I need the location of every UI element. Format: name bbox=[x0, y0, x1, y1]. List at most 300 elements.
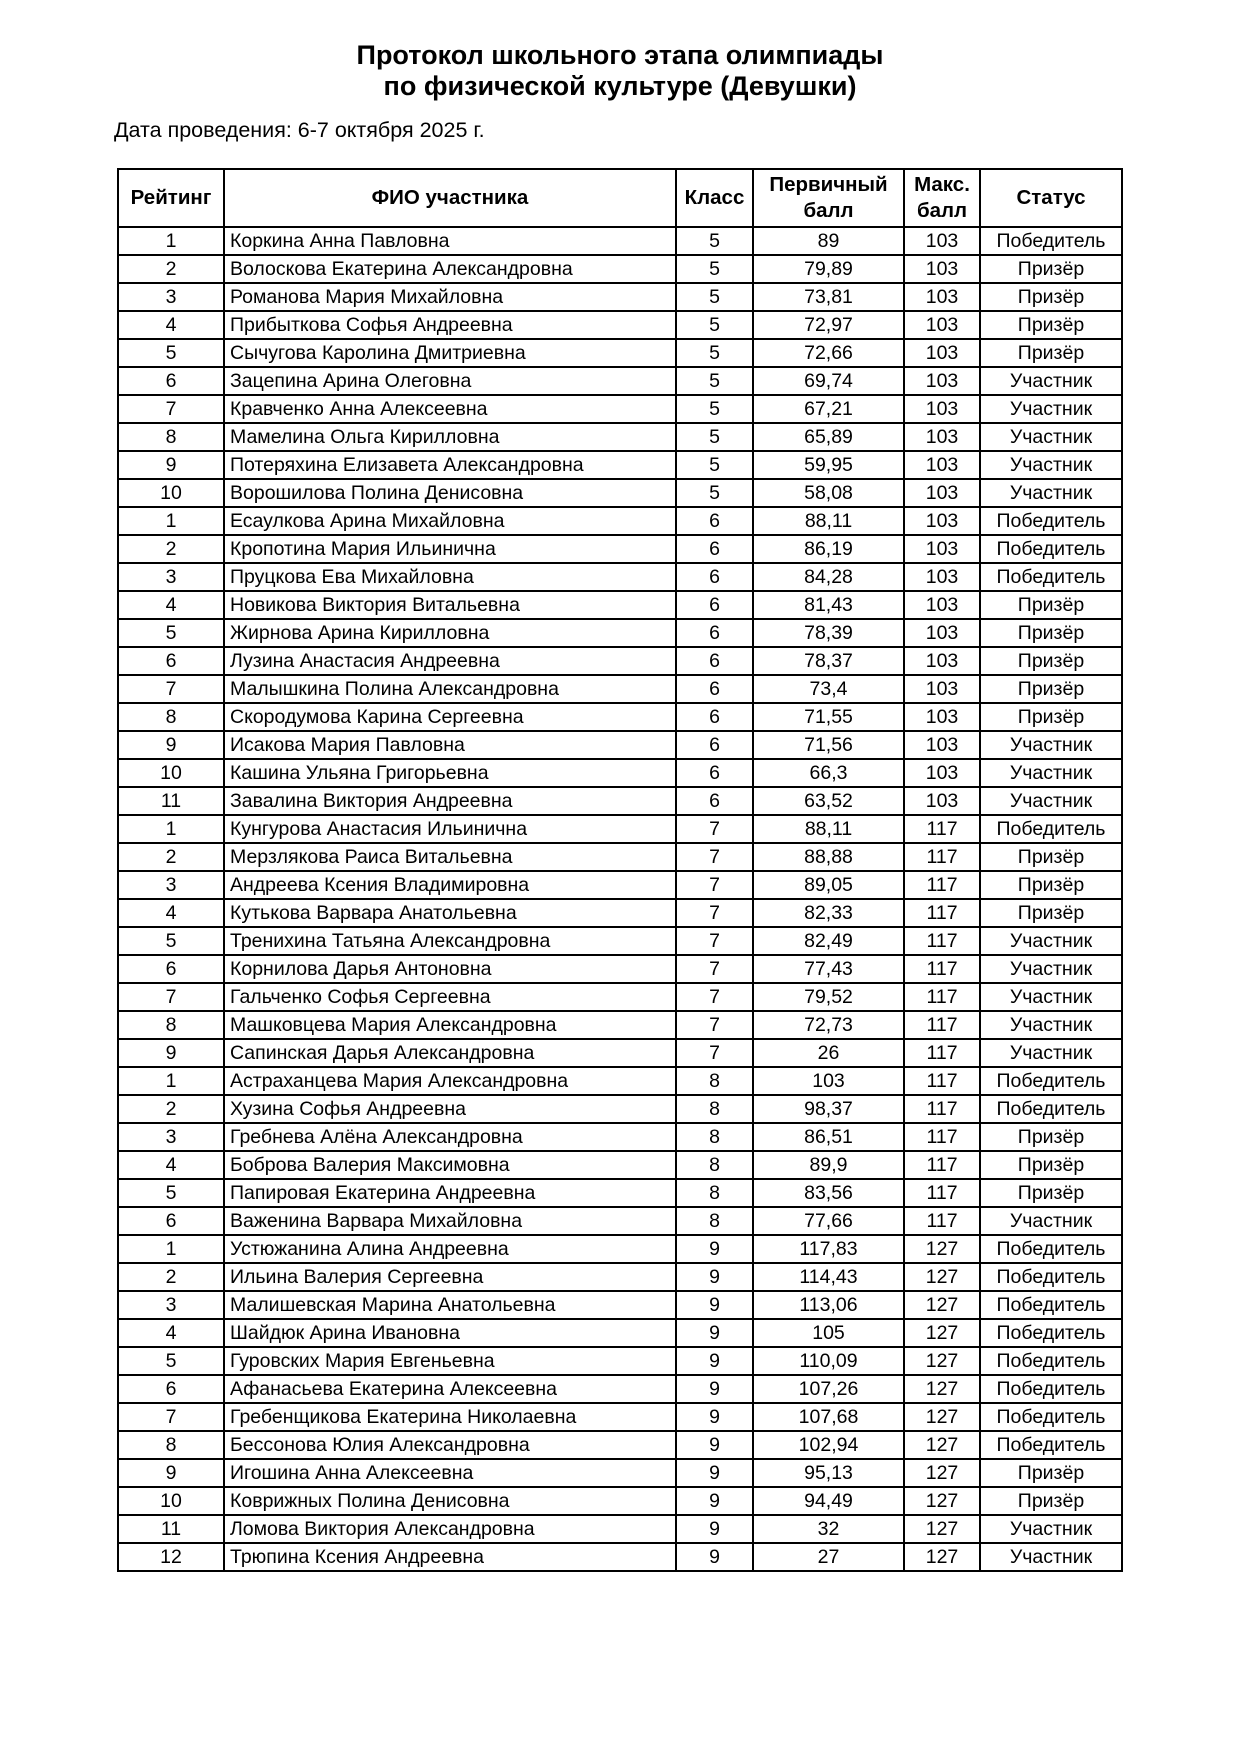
score-cell: 95,13 bbox=[753, 1459, 904, 1487]
status-cell: Победитель bbox=[980, 815, 1122, 843]
score-cell: 103 bbox=[753, 1067, 904, 1095]
grade-cell: 8 bbox=[676, 1179, 753, 1207]
grade-cell: 6 bbox=[676, 675, 753, 703]
rating-cell: 3 bbox=[118, 563, 224, 591]
grade-cell: 8 bbox=[676, 1207, 753, 1235]
score-cell: 89 bbox=[753, 227, 904, 255]
grade-cell: 7 bbox=[676, 1011, 753, 1039]
score-cell: 77,43 bbox=[753, 955, 904, 983]
status-cell: Призёр bbox=[980, 283, 1122, 311]
status-cell: Победитель bbox=[980, 1067, 1122, 1095]
max-score-cell: 127 bbox=[904, 1459, 980, 1487]
grade-cell: 7 bbox=[676, 955, 753, 983]
score-cell: 83,56 bbox=[753, 1179, 904, 1207]
score-cell: 79,52 bbox=[753, 983, 904, 1011]
rating-cell: 2 bbox=[118, 255, 224, 283]
rating-cell: 11 bbox=[118, 787, 224, 815]
max-score-cell: 117 bbox=[904, 1123, 980, 1151]
name-cell: Лузина Анастасия Андреевна bbox=[224, 647, 676, 675]
rating-cell: 2 bbox=[118, 1095, 224, 1123]
score-cell: 88,11 bbox=[753, 507, 904, 535]
name-cell: Гребнева Алёна Александровна bbox=[224, 1123, 676, 1151]
grade-cell: 9 bbox=[676, 1515, 753, 1543]
table-row bbox=[118, 871, 1122, 899]
name-cell: Афанасьева Екатерина Алексеевна bbox=[224, 1375, 676, 1403]
max-score-cell: 117 bbox=[904, 1179, 980, 1207]
score-cell: 81,43 bbox=[753, 591, 904, 619]
score-cell: 113,06 bbox=[753, 1291, 904, 1319]
name-cell: Коркина Анна Павловна bbox=[224, 227, 676, 255]
rating-cell: 5 bbox=[118, 1347, 224, 1375]
max-score-cell: 127 bbox=[904, 1235, 980, 1263]
score-cell: 72,73 bbox=[753, 1011, 904, 1039]
rating-cell: 8 bbox=[118, 703, 224, 731]
score-cell: 71,55 bbox=[753, 703, 904, 731]
max-score-cell: 117 bbox=[904, 1039, 980, 1067]
name-cell: Новикова Виктория Витальевна bbox=[224, 591, 676, 619]
rating-cell: 2 bbox=[118, 1263, 224, 1291]
max-score-cell: 103 bbox=[904, 479, 980, 507]
score-cell: 71,56 bbox=[753, 731, 904, 759]
table-row bbox=[118, 563, 1122, 591]
max-score-cell: 103 bbox=[904, 647, 980, 675]
grade-cell: 9 bbox=[676, 1263, 753, 1291]
grade-cell: 9 bbox=[676, 1347, 753, 1375]
table-row bbox=[118, 1039, 1122, 1067]
table-row bbox=[118, 479, 1122, 507]
rating-cell: 5 bbox=[118, 339, 224, 367]
table-row bbox=[118, 1067, 1122, 1095]
rating-cell: 6 bbox=[118, 1375, 224, 1403]
grade-cell: 7 bbox=[676, 843, 753, 871]
grade-cell: 6 bbox=[676, 563, 753, 591]
rating-cell: 6 bbox=[118, 647, 224, 675]
max-score-cell: 103 bbox=[904, 619, 980, 647]
name-cell: Зацепина Арина Олеговна bbox=[224, 367, 676, 395]
name-cell: Гуровских Мария Евгеньевна bbox=[224, 1347, 676, 1375]
table-row bbox=[118, 759, 1122, 787]
name-cell: Пруцкова Ева Михайловна bbox=[224, 563, 676, 591]
grade-cell: 7 bbox=[676, 927, 753, 955]
status-cell: Победитель bbox=[980, 227, 1122, 255]
max-score-cell: 103 bbox=[904, 703, 980, 731]
table-row bbox=[118, 227, 1122, 255]
rating-cell: 6 bbox=[118, 955, 224, 983]
status-cell: Победитель bbox=[980, 1095, 1122, 1123]
score-cell: 102,94 bbox=[753, 1431, 904, 1459]
grade-cell: 6 bbox=[676, 535, 753, 563]
table-row bbox=[118, 983, 1122, 1011]
max-score-cell: 117 bbox=[904, 983, 980, 1011]
table-row bbox=[118, 927, 1122, 955]
max-score-cell: 103 bbox=[904, 675, 980, 703]
max-score-cell: 127 bbox=[904, 1403, 980, 1431]
table-row bbox=[118, 647, 1122, 675]
max-score-cell: 127 bbox=[904, 1515, 980, 1543]
rating-cell: 7 bbox=[118, 1403, 224, 1431]
grade-cell: 5 bbox=[676, 479, 753, 507]
status-cell: Победитель bbox=[980, 1347, 1122, 1375]
header-cell-status: Статус bbox=[980, 169, 1122, 227]
status-cell: Призёр bbox=[980, 899, 1122, 927]
status-cell: Участник bbox=[980, 1039, 1122, 1067]
rating-cell: 1 bbox=[118, 1067, 224, 1095]
table-row bbox=[118, 339, 1122, 367]
rating-cell: 10 bbox=[118, 759, 224, 787]
grade-cell: 5 bbox=[676, 255, 753, 283]
status-cell: Призёр bbox=[980, 255, 1122, 283]
score-cell: 72,97 bbox=[753, 311, 904, 339]
table-row bbox=[118, 535, 1122, 563]
status-cell: Призёр bbox=[980, 1123, 1122, 1151]
rating-cell: 4 bbox=[118, 311, 224, 339]
max-score-cell: 117 bbox=[904, 1151, 980, 1179]
score-cell: 89,9 bbox=[753, 1151, 904, 1179]
header-cell-grade: Класс bbox=[676, 169, 753, 227]
name-cell: Гребенщикова Екатерина Николаевна bbox=[224, 1403, 676, 1431]
rating-cell: 4 bbox=[118, 899, 224, 927]
name-cell: Сапинская Дарья Александровна bbox=[224, 1039, 676, 1067]
name-cell: Корнилова Дарья Антоновна bbox=[224, 955, 676, 983]
status-cell: Участник bbox=[980, 479, 1122, 507]
header-cell-max-score: Макс. балл bbox=[904, 169, 980, 227]
name-cell: Ломова Виктория Александровна bbox=[224, 1515, 676, 1543]
max-score-cell: 117 bbox=[904, 955, 980, 983]
score-cell: 78,39 bbox=[753, 619, 904, 647]
rating-cell: 1 bbox=[118, 1235, 224, 1263]
name-cell: Кутькова Варвара Анатольевна bbox=[224, 899, 676, 927]
table-row bbox=[118, 1123, 1122, 1151]
rating-cell: 4 bbox=[118, 1319, 224, 1347]
max-score-cell: 127 bbox=[904, 1487, 980, 1515]
grade-cell: 8 bbox=[676, 1123, 753, 1151]
name-cell: Волоскова Екатерина Александровна bbox=[224, 255, 676, 283]
max-score-cell: 117 bbox=[904, 1207, 980, 1235]
max-score-cell: 117 bbox=[904, 815, 980, 843]
table-row bbox=[118, 675, 1122, 703]
max-score-cell: 117 bbox=[904, 1011, 980, 1039]
grade-cell: 9 bbox=[676, 1459, 753, 1487]
rating-cell: 3 bbox=[118, 1291, 224, 1319]
score-cell: 69,74 bbox=[753, 367, 904, 395]
table-row bbox=[118, 1319, 1122, 1347]
table-row bbox=[118, 591, 1122, 619]
status-cell: Участник bbox=[980, 927, 1122, 955]
name-cell: Исакова Мария Павловна bbox=[224, 731, 676, 759]
status-cell: Участник bbox=[980, 1207, 1122, 1235]
score-cell: 79,89 bbox=[753, 255, 904, 283]
title-line-1: Протокол школьного этапа олимпиады bbox=[356, 40, 884, 70]
rating-cell: 12 bbox=[118, 1543, 224, 1571]
grade-cell: 6 bbox=[676, 759, 753, 787]
rating-cell: 11 bbox=[118, 1515, 224, 1543]
status-cell: Призёр bbox=[980, 1151, 1122, 1179]
max-score-cell: 117 bbox=[904, 899, 980, 927]
score-cell: 72,66 bbox=[753, 339, 904, 367]
table-row bbox=[118, 395, 1122, 423]
max-score-cell: 117 bbox=[904, 871, 980, 899]
name-cell: Ильина Валерия Сергеевна bbox=[224, 1263, 676, 1291]
grade-cell: 5 bbox=[676, 339, 753, 367]
grade-cell: 9 bbox=[676, 1291, 753, 1319]
header-cell-score: Первичный балл bbox=[753, 169, 904, 227]
max-score-cell: 103 bbox=[904, 787, 980, 815]
rating-cell: 7 bbox=[118, 395, 224, 423]
score-cell: 78,37 bbox=[753, 647, 904, 675]
grade-cell: 5 bbox=[676, 395, 753, 423]
max-score-cell: 127 bbox=[904, 1431, 980, 1459]
name-cell: Игошина Анна Алексеевна bbox=[224, 1459, 676, 1487]
grade-cell: 7 bbox=[676, 983, 753, 1011]
grade-cell: 5 bbox=[676, 423, 753, 451]
table-row bbox=[118, 1375, 1122, 1403]
grade-cell: 9 bbox=[676, 1375, 753, 1403]
score-cell: 27 bbox=[753, 1543, 904, 1571]
name-cell: Мамелина Ольга Кирилловна bbox=[224, 423, 676, 451]
max-score-cell: 127 bbox=[904, 1375, 980, 1403]
status-cell: Призёр bbox=[980, 1179, 1122, 1207]
rating-cell: 9 bbox=[118, 1039, 224, 1067]
score-cell: 105 bbox=[753, 1319, 904, 1347]
max-score-cell: 117 bbox=[904, 1067, 980, 1095]
status-cell: Участник bbox=[980, 395, 1122, 423]
table-row bbox=[118, 451, 1122, 479]
status-cell: Призёр bbox=[980, 675, 1122, 703]
max-score-cell: 103 bbox=[904, 311, 980, 339]
score-cell: 73,81 bbox=[753, 283, 904, 311]
grade-cell: 8 bbox=[676, 1151, 753, 1179]
status-cell: Победитель bbox=[980, 1263, 1122, 1291]
name-cell: Трюпина Ксения Андреевна bbox=[224, 1543, 676, 1571]
grade-cell: 5 bbox=[676, 227, 753, 255]
status-cell: Участник bbox=[980, 759, 1122, 787]
grade-cell: 5 bbox=[676, 283, 753, 311]
score-cell: 98,37 bbox=[753, 1095, 904, 1123]
score-cell: 82,33 bbox=[753, 899, 904, 927]
max-score-cell: 103 bbox=[904, 563, 980, 591]
status-cell: Участник bbox=[980, 451, 1122, 479]
grade-cell: 6 bbox=[676, 507, 753, 535]
score-cell: 110,09 bbox=[753, 1347, 904, 1375]
table-row bbox=[118, 703, 1122, 731]
max-score-cell: 103 bbox=[904, 759, 980, 787]
name-cell: Боброва Валерия Максимовна bbox=[224, 1151, 676, 1179]
grade-cell: 6 bbox=[676, 703, 753, 731]
name-cell: Потеряхина Елизавета Александровна bbox=[224, 451, 676, 479]
name-cell: Коврижных Полина Денисовна bbox=[224, 1487, 676, 1515]
status-cell: Призёр bbox=[980, 647, 1122, 675]
grade-cell: 7 bbox=[676, 871, 753, 899]
rating-cell: 8 bbox=[118, 423, 224, 451]
max-score-cell: 103 bbox=[904, 395, 980, 423]
table-row bbox=[118, 1263, 1122, 1291]
table-row bbox=[118, 255, 1122, 283]
name-cell: Тренихина Татьяна Александровна bbox=[224, 927, 676, 955]
table-row bbox=[118, 1487, 1122, 1515]
score-cell: 117,83 bbox=[753, 1235, 904, 1263]
table-row bbox=[118, 1403, 1122, 1431]
status-cell: Призёр bbox=[980, 703, 1122, 731]
table-row bbox=[118, 1235, 1122, 1263]
status-cell: Призёр bbox=[980, 591, 1122, 619]
name-cell: Кашина Ульяна Григорьевна bbox=[224, 759, 676, 787]
score-cell: 67,21 bbox=[753, 395, 904, 423]
status-cell: Участник bbox=[980, 1515, 1122, 1543]
status-cell: Победитель bbox=[980, 1375, 1122, 1403]
table-row bbox=[118, 367, 1122, 395]
table-row bbox=[118, 507, 1122, 535]
table-row bbox=[118, 731, 1122, 759]
grade-cell: 8 bbox=[676, 1095, 753, 1123]
max-score-cell: 127 bbox=[904, 1291, 980, 1319]
table-row bbox=[118, 1459, 1122, 1487]
score-cell: 59,95 bbox=[753, 451, 904, 479]
table-row bbox=[118, 787, 1122, 815]
grade-cell: 6 bbox=[676, 591, 753, 619]
status-cell: Участник bbox=[980, 423, 1122, 451]
page-title bbox=[0, 40, 1240, 102]
grade-cell: 7 bbox=[676, 899, 753, 927]
table-row bbox=[118, 1179, 1122, 1207]
table-row bbox=[118, 1151, 1122, 1179]
rating-cell: 5 bbox=[118, 619, 224, 647]
grade-cell: 9 bbox=[676, 1403, 753, 1431]
status-cell: Победитель bbox=[980, 1291, 1122, 1319]
name-cell: Ворошилова Полина Денисовна bbox=[224, 479, 676, 507]
grade-cell: 9 bbox=[676, 1487, 753, 1515]
table-row bbox=[118, 619, 1122, 647]
max-score-cell: 103 bbox=[904, 535, 980, 563]
rating-cell: 1 bbox=[118, 815, 224, 843]
rating-cell: 1 bbox=[118, 507, 224, 535]
grade-cell: 9 bbox=[676, 1319, 753, 1347]
grade-cell: 6 bbox=[676, 787, 753, 815]
score-cell: 63,52 bbox=[753, 787, 904, 815]
rating-cell: 2 bbox=[118, 843, 224, 871]
score-cell: 65,89 bbox=[753, 423, 904, 451]
table-row bbox=[118, 1011, 1122, 1039]
name-cell: Хузина Софья Андреевна bbox=[224, 1095, 676, 1123]
name-cell: Кунгурова Анастасия Ильинична bbox=[224, 815, 676, 843]
score-cell: 94,49 bbox=[753, 1487, 904, 1515]
score-cell: 77,66 bbox=[753, 1207, 904, 1235]
rating-cell: 2 bbox=[118, 535, 224, 563]
table-row bbox=[118, 1515, 1122, 1543]
score-cell: 114,43 bbox=[753, 1263, 904, 1291]
rating-cell: 10 bbox=[118, 479, 224, 507]
status-cell: Участник bbox=[980, 983, 1122, 1011]
table-row bbox=[118, 1095, 1122, 1123]
max-score-cell: 127 bbox=[904, 1543, 980, 1571]
table-row bbox=[118, 899, 1122, 927]
table-row bbox=[118, 1347, 1122, 1375]
table-row bbox=[118, 815, 1122, 843]
name-cell: Кропотина Мария Ильинична bbox=[224, 535, 676, 563]
score-cell: 107,26 bbox=[753, 1375, 904, 1403]
rating-cell: 9 bbox=[118, 731, 224, 759]
name-cell: Малышкина Полина Александровна bbox=[224, 675, 676, 703]
score-cell: 84,28 bbox=[753, 563, 904, 591]
status-cell: Победитель bbox=[980, 507, 1122, 535]
results-table-body bbox=[118, 227, 1122, 1571]
max-score-cell: 127 bbox=[904, 1263, 980, 1291]
max-score-cell: 103 bbox=[904, 591, 980, 619]
name-cell: Мерзлякова Раиса Витальевна bbox=[224, 843, 676, 871]
table-row bbox=[118, 955, 1122, 983]
grade-cell: 6 bbox=[676, 619, 753, 647]
max-score-cell: 117 bbox=[904, 1095, 980, 1123]
name-cell: Сычугова Каролина Дмитриевна bbox=[224, 339, 676, 367]
score-cell: 86,51 bbox=[753, 1123, 904, 1151]
status-cell: Участник bbox=[980, 1543, 1122, 1571]
rating-cell: 9 bbox=[118, 451, 224, 479]
status-cell: Призёр bbox=[980, 871, 1122, 899]
max-score-cell: 127 bbox=[904, 1347, 980, 1375]
rating-cell: 5 bbox=[118, 1179, 224, 1207]
date-line: Дата проведения: 6-7 октября 2025 г. bbox=[114, 118, 485, 142]
max-score-cell: 103 bbox=[904, 367, 980, 395]
status-cell: Участник bbox=[980, 1011, 1122, 1039]
status-cell: Участник bbox=[980, 787, 1122, 815]
max-score-cell: 117 bbox=[904, 927, 980, 955]
max-score-cell: 103 bbox=[904, 423, 980, 451]
max-score-cell: 117 bbox=[904, 843, 980, 871]
max-score-cell: 103 bbox=[904, 451, 980, 479]
rating-cell: 7 bbox=[118, 675, 224, 703]
status-cell: Участник bbox=[980, 367, 1122, 395]
score-cell: 88,11 bbox=[753, 815, 904, 843]
name-cell: Прибыткова Софья Андреевна bbox=[224, 311, 676, 339]
score-cell: 73,4 bbox=[753, 675, 904, 703]
score-cell: 26 bbox=[753, 1039, 904, 1067]
grade-cell: 5 bbox=[676, 451, 753, 479]
score-cell: 82,49 bbox=[753, 927, 904, 955]
table-row bbox=[118, 1543, 1122, 1571]
header-cell-rating: Рейтинг bbox=[118, 169, 224, 227]
max-score-cell: 103 bbox=[904, 283, 980, 311]
status-cell: Участник bbox=[980, 955, 1122, 983]
name-cell: Гальченко Софья Сергеевна bbox=[224, 983, 676, 1011]
name-cell: Важенина Варвара Михайловна bbox=[224, 1207, 676, 1235]
rating-cell: 1 bbox=[118, 227, 224, 255]
rating-cell: 10 bbox=[118, 1487, 224, 1515]
grade-cell: 8 bbox=[676, 1067, 753, 1095]
table-row bbox=[118, 1431, 1122, 1459]
table-row bbox=[118, 1207, 1122, 1235]
rating-cell: 7 bbox=[118, 983, 224, 1011]
status-cell: Призёр bbox=[980, 843, 1122, 871]
rating-cell: 3 bbox=[118, 871, 224, 899]
name-cell: Астраханцева Мария Александровна bbox=[224, 1067, 676, 1095]
name-cell: Завалина Виктория Андреевна bbox=[224, 787, 676, 815]
status-cell: Победитель bbox=[980, 535, 1122, 563]
status-cell: Призёр bbox=[980, 1487, 1122, 1515]
score-cell: 89,05 bbox=[753, 871, 904, 899]
status-cell: Победитель bbox=[980, 1431, 1122, 1459]
results-table bbox=[117, 168, 1123, 1572]
name-cell: Андреева Ксения Владимировна bbox=[224, 871, 676, 899]
rating-cell: 6 bbox=[118, 367, 224, 395]
rating-cell: 3 bbox=[118, 1123, 224, 1151]
rating-cell: 8 bbox=[118, 1011, 224, 1039]
name-cell: Кравченко Анна Алексеевна bbox=[224, 395, 676, 423]
rating-cell: 6 bbox=[118, 1207, 224, 1235]
name-cell: Жирнова Арина Кирилловна bbox=[224, 619, 676, 647]
name-cell: Устюжанина Алина Андреевна bbox=[224, 1235, 676, 1263]
grade-cell: 9 bbox=[676, 1235, 753, 1263]
rating-cell: 4 bbox=[118, 1151, 224, 1179]
rating-cell: 4 bbox=[118, 591, 224, 619]
